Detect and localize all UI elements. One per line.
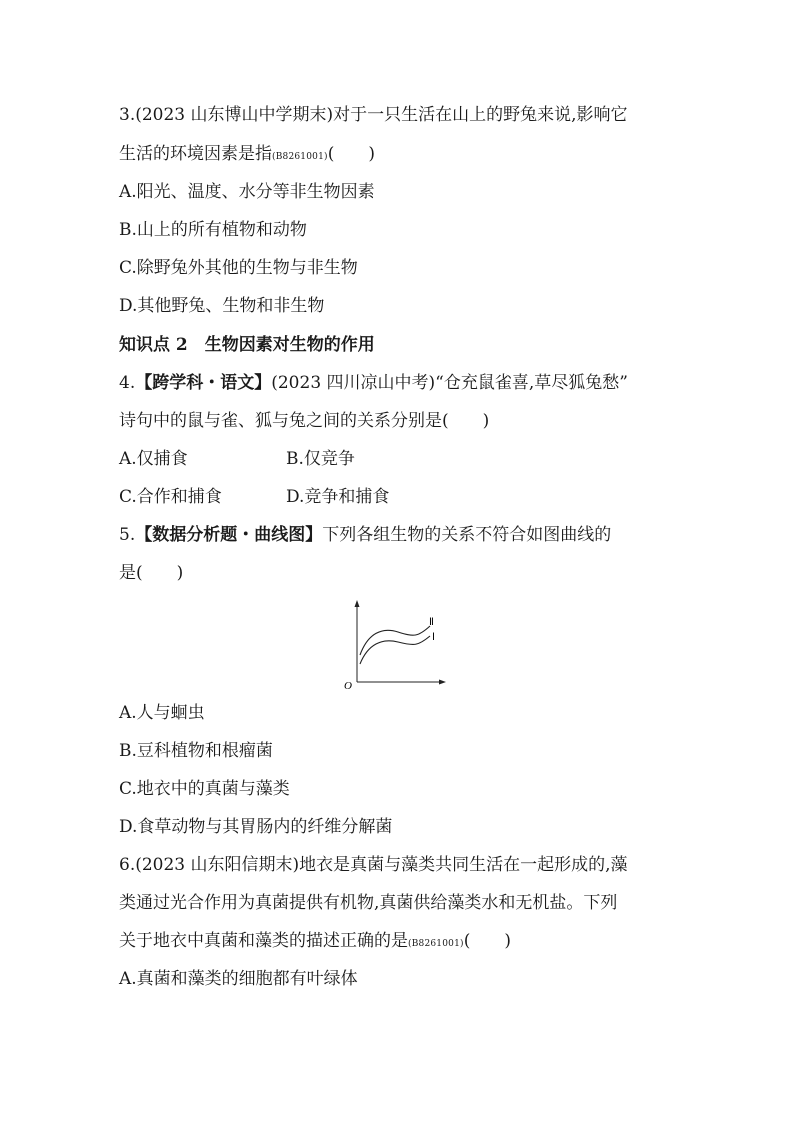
q5-number: 5.: [119, 525, 136, 545]
q5-stem-line2: 是( ): [119, 563, 184, 583]
q3-option-a: A.阳光、温度、水分等非生物因素: [119, 182, 375, 202]
q5-curve-figure: [340, 598, 450, 690]
q6-stem-line2: 类通过光合作用为真菌提供有机物,真菌供给藻类水和无机盐。下列: [119, 893, 618, 913]
q3-option-b: B.山上的所有植物和动物: [119, 220, 307, 240]
q5-option-a: A.人与蛔虫: [119, 703, 205, 723]
q4-options-row1: [119, 448, 188, 470]
x-axis-arrow: [439, 680, 446, 685]
q3-question-code: (B8261001): [272, 152, 328, 162]
label-lower-curve: Ⅰ: [432, 632, 435, 643]
q4-option-a: A.仅捕食: [119, 449, 188, 469]
q3-stem-text: 生活的环境因素是指: [119, 144, 272, 164]
q3-stem-line1: 3.(2023 山东博山中学期末)对于一只生活在山上的野兔来说,影响它: [119, 105, 628, 125]
q5-stem-line1: [119, 524, 611, 546]
q5-option-c: C.地衣中的真菌与藻类: [119, 779, 290, 799]
q3-stem-line2: [119, 143, 375, 168]
q3-answer-blank: ( ): [327, 144, 375, 164]
q6-option-a: A.真菌和藻类的细胞都有叶绿体: [119, 969, 358, 989]
q4-option-c: C.合作和捕食: [119, 487, 222, 507]
curve-lower: [360, 636, 430, 664]
q4-option-b: B.仅竞争: [286, 449, 355, 469]
q4-stem-line1: [119, 372, 628, 394]
q3-option-d: D.其他野兔、生物和非生物: [119, 296, 325, 316]
q6-stem-text: 关于地衣中真菌和藻类的描述正确的是: [119, 931, 408, 951]
q4-number: 4.: [119, 373, 136, 393]
curve-upper: [360, 626, 430, 655]
q4-option-d: D.竞争和捕食: [286, 487, 390, 507]
q5-stem-text: 下列各组生物的关系不符合如图曲线的: [322, 525, 612, 545]
q6-question-code: (B8261001): [408, 939, 464, 949]
q5-option-d: D.食草动物与其胃肠内的纤维分解菌: [119, 817, 393, 837]
q4-tag: 【跨学科・语文】: [135, 373, 272, 393]
section-heading: 知识点 2 生物因素对生物的作用: [119, 335, 375, 355]
origin-label: O: [344, 680, 352, 690]
q6-answer-blank: ( ): [463, 931, 511, 951]
q3-option-c: C.除野兔外其他的生物与非生物: [119, 258, 358, 278]
label-upper-curve: Ⅱ: [429, 617, 434, 628]
q5-option-b: B.豆科植物和根瘤菌: [119, 741, 273, 761]
q5-tag: 【数据分析题・曲线图】: [135, 525, 323, 545]
y-axis-arrow: [355, 600, 360, 607]
q4-stem-text: (2023 四川凉山中考)“仓充鼠雀喜,草尽狐兔愁”: [271, 373, 628, 393]
q6-stem-line3: [119, 930, 511, 955]
q6-stem-line1: 6.(2023 山东阳信期末)地衣是真菌与藻类共同生活在一起形成的,藻: [119, 855, 628, 875]
q4-stem-line2: 诗句中的鼠与雀、狐与兔之间的关系分别是( ): [119, 411, 490, 431]
